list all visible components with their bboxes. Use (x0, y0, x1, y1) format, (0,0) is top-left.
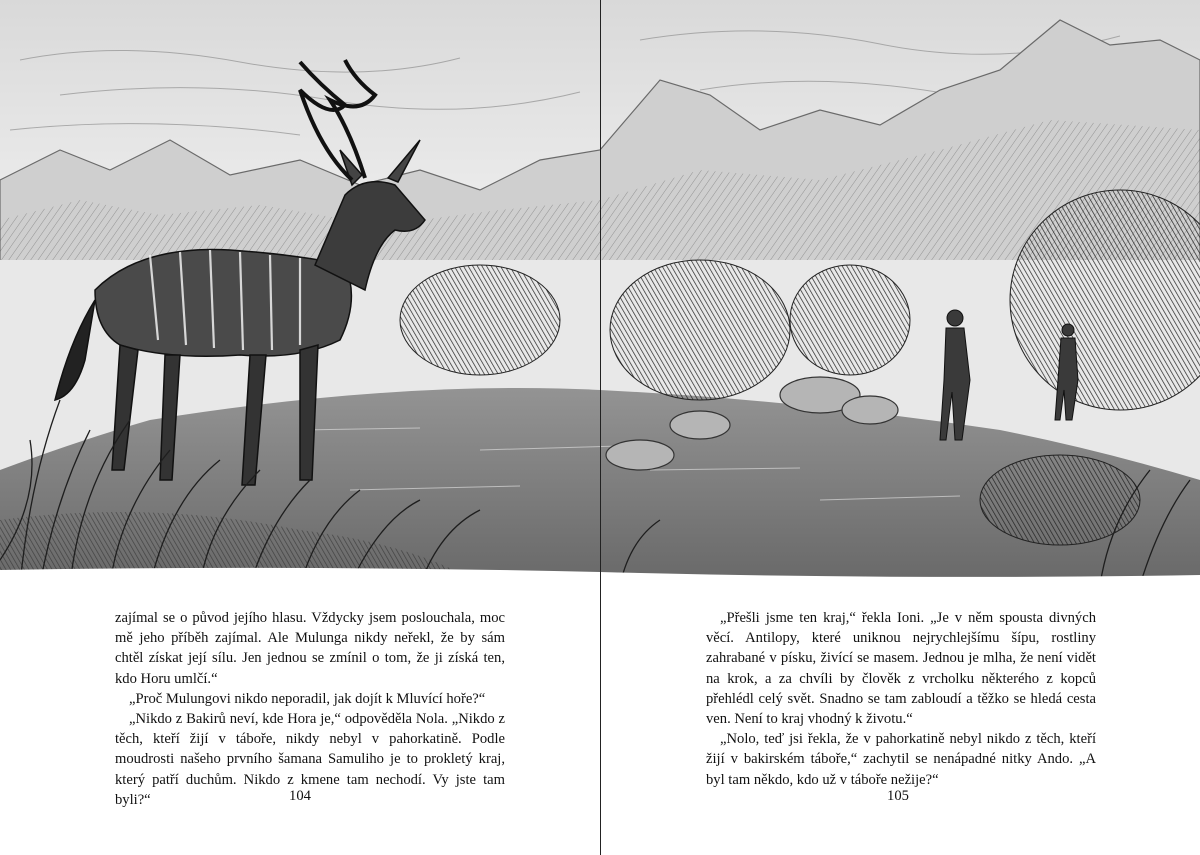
left-page-text (115, 608, 505, 810)
paragraph: „Přešli jsme ten kraj,“ řekla Ioni. „Je v něm spousta divných věcí. Antilopy, které uniknou nejrychlejšímu šípu, rostliny zahrabané v písku, živící se masem. Jednou je mlha, že není vidět na krok, a za chvíli by člověk z vrcholku některého z kopců přehlédl celý svět. Snadno se tam zabloudí a těžko se hledá cesta ven. Není to kraj vhodný k životu.“ (706, 610, 1096, 728)
page-gutter (600, 0, 601, 855)
page-number-left: 104 (289, 788, 311, 804)
paragraph: „Nolo, teď jsi řekla, že v pahorkatině nebyl nikdo z těch, kteří žijí v bakirském táboře,“ zachytil se nenápadné nitky Ando. „A byl tam někdo, kdo už v táboře nežije?“ (706, 731, 1096, 788)
paragraph: „Nikdo z Bakirů neví, kde Hora je,“ odpověděla Nola. „Nikdo z těch, kteří žijí v táboře, nikdy nebyl v pahorkatině. Podle moudrosti našeho prvního šamana Samuliho je to prokletý kraj, který patří duchům. Nikdo z kmene tam nechodí. Vy jste tam byli?“ (115, 711, 505, 808)
paragraph: „Proč Mulungovi nikdo neporadil, jak dojít k Mluvící hoře?“ (129, 690, 486, 707)
page-number-right: 105 (887, 788, 909, 804)
paragraph: zajímal se o původ jejího hlasu. Vždycky jsem poslouchala, moc mě jeho příběh zajímal. Ale Mulunga nikdy neřekl, že by sám chtěl získat její sílu. Jen jednou se zmínil o tom, že ji získá ten, kdo Horu umlčí.“ (115, 610, 505, 687)
right-page-text (706, 608, 1096, 790)
